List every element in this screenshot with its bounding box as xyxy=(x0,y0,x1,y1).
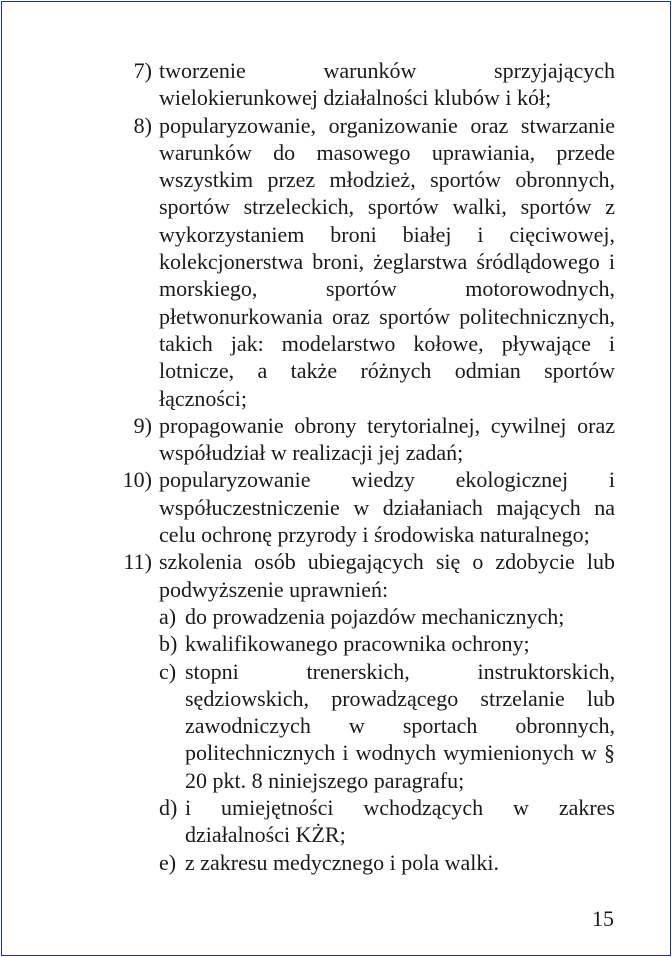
sub-item-letter: e) xyxy=(159,849,177,875)
sub-item-letter: b) xyxy=(159,631,178,657)
item-number: 10) xyxy=(122,467,152,493)
item-number: 8) xyxy=(133,112,152,138)
document-body xyxy=(105,57,615,876)
item-text: tworzenie warunków sprzyjających wielokierunkowej działalności klubów i kół; xyxy=(159,58,615,111)
sub-item-c xyxy=(105,658,615,794)
sub-item-b xyxy=(105,630,615,657)
sub-item-d xyxy=(105,794,615,849)
sub-item-text: stopni trenerskich, instruktorskich, sędziowskich, prowadzącego strzelanie lub zawodniczych w sportach obronnych, politechnicznych i wodnych wymienionych w § 20 pkt. 8 niniejszego paragrafu; xyxy=(185,658,615,793)
sub-item-text: z zakresu medycznego i pola walki. xyxy=(185,849,499,875)
item-number: 7) xyxy=(133,58,152,83)
sub-item-e xyxy=(105,849,615,876)
list-item-11 xyxy=(105,548,615,603)
page-number: 15 xyxy=(592,906,614,931)
list-item-7 xyxy=(105,57,615,112)
item-number: 11) xyxy=(123,549,152,575)
item-text: popularyzowanie, organizowanie oraz stwarzanie warunków do masowego uprawiania, przede wszystkim przez młodzież, sportów obronnych, sportów strzeleckich, sportów walki, sportów z wykorzystaniem broni białej i cięciwowej, kolekcjonerstwa broni, żeglarstwa śródlądowego i morskiego, sportów motorowodnych, płetwonurkowania oraz sportów politechnicznych, takich jak: modelarstwo kołowe, pływające i lotnicze, a także różnych odmian sportów łączności; xyxy=(159,112,615,411)
sub-item-text: i umiejętności wchodzących w zakres działalności KŻR; xyxy=(185,795,615,848)
sub-item-text: kwalifikowanego pracownika ochrony; xyxy=(185,631,530,657)
item-text: szkolenia osób ubiegających się o zdobycie lub podwyższenie uprawnień: xyxy=(159,549,615,602)
sub-item-a xyxy=(105,603,615,630)
item-number: 9) xyxy=(133,412,152,438)
list-item-9 xyxy=(105,412,615,467)
item-text: propagowanie obrony terytorialnej, cywilnej oraz współudział w realizacji jej zadań; xyxy=(159,412,615,466)
sub-item-letter: c) xyxy=(159,658,177,684)
item-text: popularyzowanie wiedzy ekologicznej i współuczestniczenie w działaniach mających na celu ochronę przyrody i środowiska naturalnego; xyxy=(159,467,615,548)
list-item-8 xyxy=(105,112,615,412)
sub-item-text: do prowadzenia pojazdów mechanicznych; xyxy=(185,603,565,629)
sub-item-letter: d) xyxy=(159,795,178,821)
sub-item-letter: a) xyxy=(159,603,177,629)
list-item-10 xyxy=(105,466,615,548)
